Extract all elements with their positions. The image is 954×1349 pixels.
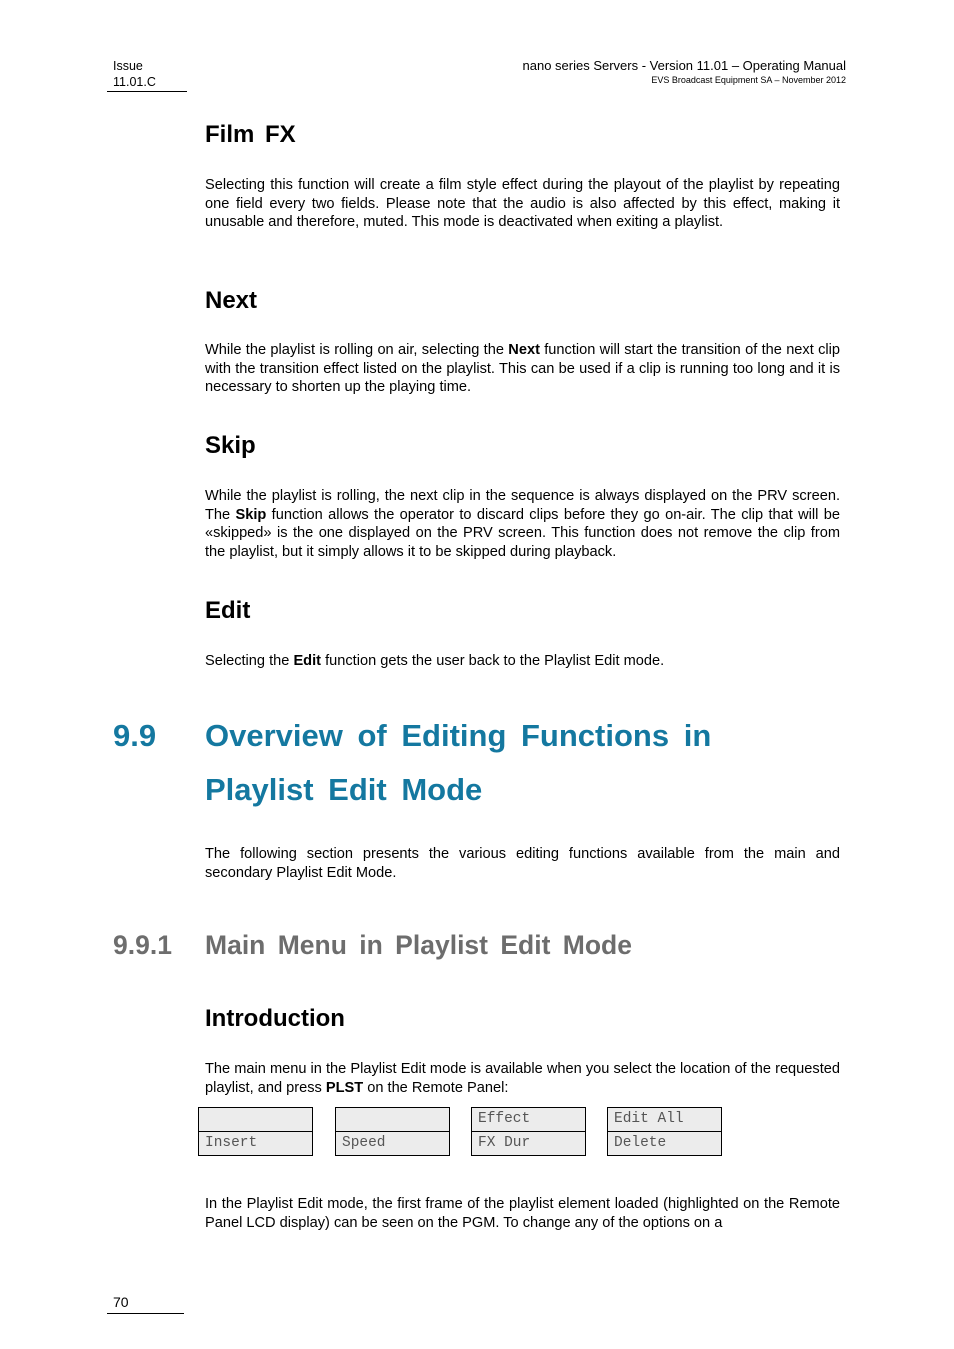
manual-publisher: EVS Broadcast Equipment SA – November 2012 [651,75,846,85]
manual-title: nano series Servers - Version 11.01 – Operating Manual [522,58,846,73]
lcd-cell-insert: Insert [198,1132,313,1156]
lcd-softkey-group-2 [335,1107,450,1156]
playlist-edit-paragraph: In the Playlist Edit mode, the first frame of the playlist element loaded (highlighted on the Remote Panel LCD display) can be seen on the PGM. To change any of the options on a [205,1196,840,1231]
film-fx-paragraph: Selecting this function will create a film style effect during the playout of the playlist by repeating one field every two fields. Please note that the audio is also affected by this effect, making it unusable and therefore, muted. This mode is deactivated when exiting a playlist. [205,177,840,231]
introduction-paragraph: The main menu in the Playlist Edit mode is available when you select the location of the requested playlist, and press PLST on the Remote Panel: [205,1061,840,1096]
heading-edit: Edit [205,597,251,624]
edit-keyword: Edit [293,653,322,669]
issue-number: 11.01.C [113,75,156,89]
next-paragraph: While the playlist is rolling on air, selecting the Next function will start the transition of the next clip with the transition effect listed on the playlist. This can be used if a clip is running too long and it is necessary to shorten up the playing time. [205,342,840,396]
issue-block [113,58,187,90]
chapter-title-line-1: Overview of Editing Functions in [205,718,712,753]
lcd-softkey-group-3 [471,1107,586,1156]
footer-divider [107,1313,184,1314]
next-keyword: Next [508,342,540,358]
running-header [523,58,847,86]
issue-label: Issue [113,59,143,73]
skip-paragraph: While the playlist is rolling, the next clip in the sequence is always displayed on the PRV screen. The Skip function allows the operator to discard clips before they go on-air. The clip that will be «skipped» is the one displayed on the PRV screen. This function does not remove the clip from the playlist, but it simply allows it to be skipped during playback. [205,488,840,561]
skip-keyword: Skip [235,506,267,523]
lcd-cell-fx-dur: FX Dur [471,1132,586,1156]
lcd-cell-top [198,1107,313,1132]
chapter-intro-paragraph: The following section presents the various editing functions available from the main and secondary Playlist Edit Mode. [205,846,840,881]
heading-introduction: Introduction [205,1005,345,1032]
lcd-cell-speed: Speed [335,1132,450,1156]
plst-keyword: PLST [325,1079,364,1096]
header-divider [107,91,187,92]
heading-film-fx: Film FX [205,121,296,148]
page-number: 70 [113,1294,129,1310]
chapter-title-line-2: Playlist Edit Mode [205,772,483,807]
lcd-cell-edit-all: Edit All [607,1107,722,1132]
subchapter-title: Main Menu in Playlist Edit Mode [205,930,632,960]
edit-paragraph: Selecting the Edit function gets the user back to the Playlist Edit mode. [205,653,665,669]
lcd-softkey-group-1 [198,1107,313,1156]
chapter-number: 9.9 [113,718,157,753]
lcd-cell-effect: Effect [471,1107,586,1132]
lcd-softkey-group-4 [607,1107,722,1156]
lcd-cell-top [335,1107,450,1132]
heading-next: Next [205,287,258,314]
heading-skip: Skip [205,432,256,459]
lcd-cell-delete: Delete [607,1132,722,1156]
subchapter-number: 9.9.1 [113,930,172,960]
